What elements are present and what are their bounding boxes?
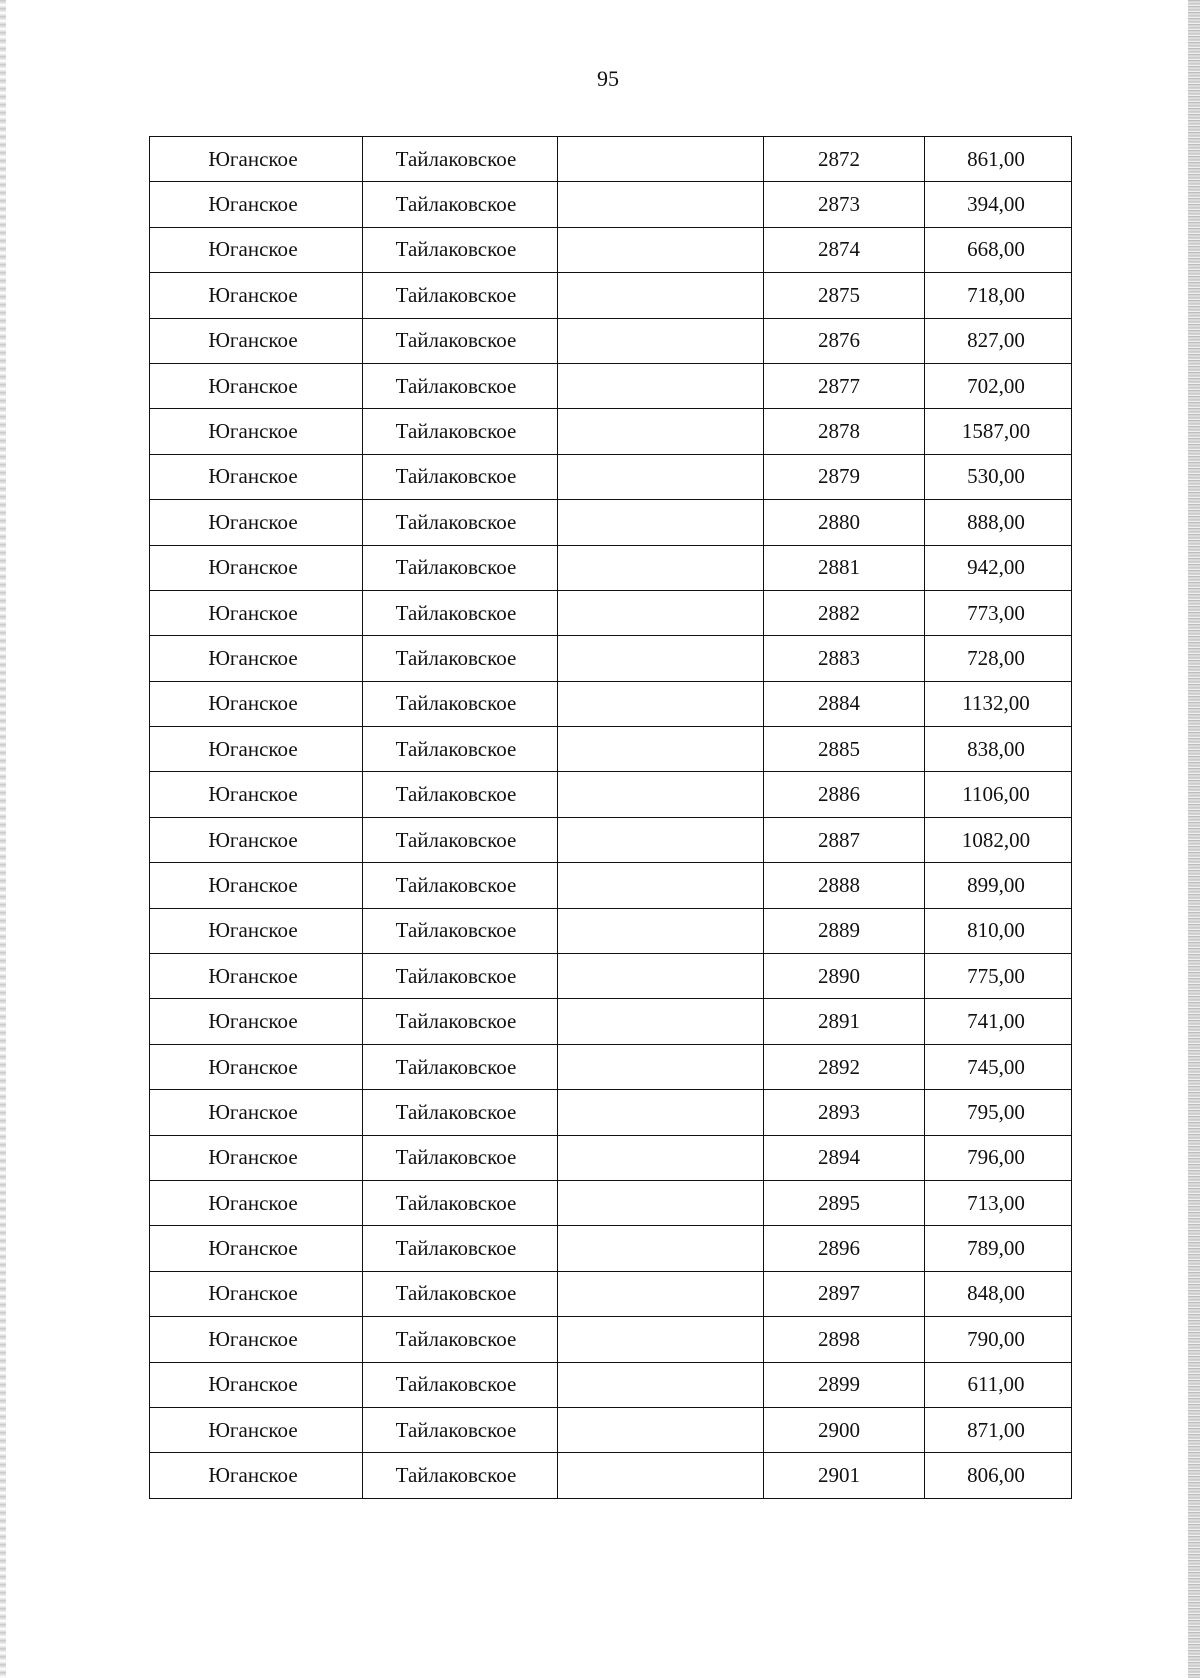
cell-place: Тайлаковское — [363, 1226, 558, 1271]
cell-place: Тайлаковское — [363, 409, 558, 454]
cell-number: 2892 — [764, 1044, 925, 1089]
cell-place: Тайлаковское — [363, 1362, 558, 1407]
cell-value: 795,00 — [925, 1090, 1072, 1135]
table-row — [150, 863, 1072, 908]
cell-district: Юганское — [150, 1180, 363, 1225]
cell-number: 2888 — [764, 863, 925, 908]
cell-district: Юганское — [150, 681, 363, 726]
cell-place: Тайлаковское — [363, 908, 558, 953]
cell-number: 2887 — [764, 817, 925, 862]
table-row — [150, 1271, 1072, 1316]
cell-district: Юганское — [150, 1090, 363, 1135]
cell-number: 2878 — [764, 409, 925, 454]
cell-district: Юганское — [150, 454, 363, 499]
cell-place: Тайлаковское — [363, 182, 558, 227]
table-row — [150, 227, 1072, 272]
cell-number: 2893 — [764, 1090, 925, 1135]
cell-value: 790,00 — [925, 1317, 1072, 1362]
cell-empty — [558, 363, 764, 408]
cell-empty — [558, 1362, 764, 1407]
cell-empty — [558, 1135, 764, 1180]
cell-empty — [558, 954, 764, 999]
cell-value: 718,00 — [925, 273, 1072, 318]
cell-value: 861,00 — [925, 137, 1072, 182]
cell-place: Тайлаковское — [363, 999, 558, 1044]
cell-empty — [558, 590, 764, 635]
cell-district: Юганское — [150, 545, 363, 590]
cell-district: Юганское — [150, 1135, 363, 1180]
table-row — [150, 1453, 1072, 1498]
cell-place: Тайлаковское — [363, 1317, 558, 1362]
cell-value: 728,00 — [925, 636, 1072, 681]
table-row — [150, 1044, 1072, 1089]
cell-number: 2897 — [764, 1271, 925, 1316]
cell-empty — [558, 545, 764, 590]
cell-district: Юганское — [150, 1453, 363, 1498]
cell-district: Юганское — [150, 500, 363, 545]
cell-place: Тайлаковское — [363, 227, 558, 272]
cell-number: 2900 — [764, 1407, 925, 1452]
cell-empty — [558, 999, 764, 1044]
cell-empty — [558, 681, 764, 726]
scan-edge-left — [0, 0, 6, 1678]
table-row — [150, 727, 1072, 772]
cell-number: 2886 — [764, 772, 925, 817]
table-row — [150, 772, 1072, 817]
cell-district: Юганское — [150, 363, 363, 408]
cell-empty — [558, 727, 764, 772]
cell-place: Тайлаковское — [363, 1044, 558, 1089]
cell-district: Юганское — [150, 1044, 363, 1089]
cell-number: 2880 — [764, 500, 925, 545]
cell-value: 810,00 — [925, 908, 1072, 953]
cell-district: Юганское — [150, 137, 363, 182]
cell-place: Тайлаковское — [363, 454, 558, 499]
cell-value: 1132,00 — [925, 681, 1072, 726]
cell-place: Тайлаковское — [363, 817, 558, 862]
table-row — [150, 545, 1072, 590]
cell-place: Тайлаковское — [363, 1135, 558, 1180]
cell-district: Юганское — [150, 318, 363, 363]
scan-edge-right — [1188, 0, 1200, 1678]
cell-district: Юганское — [150, 1362, 363, 1407]
cell-number: 2885 — [764, 727, 925, 772]
cell-place: Тайлаковское — [363, 363, 558, 408]
cell-place: Тайлаковское — [363, 681, 558, 726]
cell-district: Юганское — [150, 1271, 363, 1316]
cell-district: Юганское — [150, 908, 363, 953]
cell-value: 806,00 — [925, 1453, 1072, 1498]
cell-empty — [558, 908, 764, 953]
cell-empty — [558, 1226, 764, 1271]
table-row — [150, 1226, 1072, 1271]
cell-value: 775,00 — [925, 954, 1072, 999]
cell-empty — [558, 1180, 764, 1225]
cell-value: 702,00 — [925, 363, 1072, 408]
cell-number: 2890 — [764, 954, 925, 999]
cell-place: Тайлаковское — [363, 1453, 558, 1498]
table-row — [150, 273, 1072, 318]
cell-value: 942,00 — [925, 545, 1072, 590]
cell-value: 394,00 — [925, 182, 1072, 227]
cell-district: Юганское — [150, 727, 363, 772]
cell-empty — [558, 1407, 764, 1452]
cell-number: 2877 — [764, 363, 925, 408]
table-row — [150, 954, 1072, 999]
cell-empty — [558, 500, 764, 545]
cell-empty — [558, 772, 764, 817]
table-row — [150, 817, 1072, 862]
cell-value: 848,00 — [925, 1271, 1072, 1316]
cell-place: Тайлаковское — [363, 636, 558, 681]
cell-value: 773,00 — [925, 590, 1072, 635]
cell-place: Тайлаковское — [363, 772, 558, 817]
cell-number: 2898 — [764, 1317, 925, 1362]
cell-empty — [558, 182, 764, 227]
table-row — [150, 182, 1072, 227]
cell-district: Юганское — [150, 590, 363, 635]
cell-place: Тайлаковское — [363, 545, 558, 590]
table-row — [150, 999, 1072, 1044]
table-row — [150, 1090, 1072, 1135]
cell-number: 2882 — [764, 590, 925, 635]
cell-number: 2901 — [764, 1453, 925, 1498]
cell-place: Тайлаковское — [363, 863, 558, 908]
cell-number: 2889 — [764, 908, 925, 953]
cell-place: Тайлаковское — [363, 1271, 558, 1316]
cell-value: 611,00 — [925, 1362, 1072, 1407]
cell-empty — [558, 318, 764, 363]
cell-place: Тайлаковское — [363, 273, 558, 318]
cell-empty — [558, 1090, 764, 1135]
cell-district: Юганское — [150, 1407, 363, 1452]
cell-number: 2874 — [764, 227, 925, 272]
cell-empty — [558, 137, 764, 182]
cell-value: 1587,00 — [925, 409, 1072, 454]
table-row — [150, 137, 1072, 182]
cell-number: 2872 — [764, 137, 925, 182]
table-row — [150, 500, 1072, 545]
cell-number: 2891 — [764, 999, 925, 1044]
cell-district: Юганское — [150, 409, 363, 454]
cell-value: 796,00 — [925, 1135, 1072, 1180]
table-row — [150, 363, 1072, 408]
cell-empty — [558, 817, 764, 862]
cell-number: 2881 — [764, 545, 925, 590]
cell-number: 2896 — [764, 1226, 925, 1271]
cell-empty — [558, 273, 764, 318]
table-row — [150, 454, 1072, 499]
cell-district: Юганское — [150, 817, 363, 862]
cell-number: 2879 — [764, 454, 925, 499]
cell-empty — [558, 1271, 764, 1316]
cell-place: Тайлаковское — [363, 1090, 558, 1135]
cell-value: 1082,00 — [925, 817, 1072, 862]
cell-number: 2875 — [764, 273, 925, 318]
cell-empty — [558, 636, 764, 681]
cell-value: 888,00 — [925, 500, 1072, 545]
cell-district: Юганское — [150, 227, 363, 272]
cell-value: 871,00 — [925, 1407, 1072, 1452]
table-row — [150, 1135, 1072, 1180]
table-row — [150, 590, 1072, 635]
cell-value: 838,00 — [925, 727, 1072, 772]
cell-place: Тайлаковское — [363, 318, 558, 363]
table-row — [150, 908, 1072, 953]
cell-number: 2884 — [764, 681, 925, 726]
cell-empty — [558, 1317, 764, 1362]
cell-value: 1106,00 — [925, 772, 1072, 817]
cell-empty — [558, 409, 764, 454]
cell-value: 745,00 — [925, 1044, 1072, 1089]
table-row — [150, 1180, 1072, 1225]
table-row — [150, 1317, 1072, 1362]
table-row — [150, 409, 1072, 454]
table-row — [150, 318, 1072, 363]
cell-empty — [558, 1044, 764, 1089]
cell-district: Юганское — [150, 863, 363, 908]
cell-district: Юганское — [150, 182, 363, 227]
cell-empty — [558, 227, 764, 272]
cell-value: 899,00 — [925, 863, 1072, 908]
cell-district: Юганское — [150, 273, 363, 318]
cell-place: Тайлаковское — [363, 1180, 558, 1225]
cell-district: Юганское — [150, 772, 363, 817]
cell-value: 668,00 — [925, 227, 1072, 272]
cell-number: 2873 — [764, 182, 925, 227]
cell-place: Тайлаковское — [363, 727, 558, 772]
table-row — [150, 1407, 1072, 1452]
cell-district: Юганское — [150, 954, 363, 999]
cell-number: 2883 — [764, 636, 925, 681]
cell-value: 827,00 — [925, 318, 1072, 363]
cell-value: 530,00 — [925, 454, 1072, 499]
cell-place: Тайлаковское — [363, 590, 558, 635]
cell-place: Тайлаковское — [363, 137, 558, 182]
cell-number: 2899 — [764, 1362, 925, 1407]
cell-empty — [558, 454, 764, 499]
cell-place: Тайлаковское — [363, 500, 558, 545]
cell-place: Тайлаковское — [363, 954, 558, 999]
cell-empty — [558, 1453, 764, 1498]
data-table-container — [149, 136, 1071, 1499]
cell-place: Тайлаковское — [363, 1407, 558, 1452]
data-table — [149, 136, 1072, 1499]
cell-value: 741,00 — [925, 999, 1072, 1044]
table-body — [150, 137, 1072, 1499]
cell-number: 2895 — [764, 1180, 925, 1225]
table-row — [150, 1362, 1072, 1407]
cell-district: Юганское — [150, 1317, 363, 1362]
cell-number: 2894 — [764, 1135, 925, 1180]
cell-district: Юганское — [150, 1226, 363, 1271]
table-row — [150, 681, 1072, 726]
page-number: 95 — [597, 66, 619, 91]
cell-district: Юганское — [150, 636, 363, 681]
cell-value: 789,00 — [925, 1226, 1072, 1271]
cell-number: 2876 — [764, 318, 925, 363]
table-row — [150, 636, 1072, 681]
cell-value: 713,00 — [925, 1180, 1072, 1225]
cell-district: Юганское — [150, 999, 363, 1044]
cell-empty — [558, 863, 764, 908]
